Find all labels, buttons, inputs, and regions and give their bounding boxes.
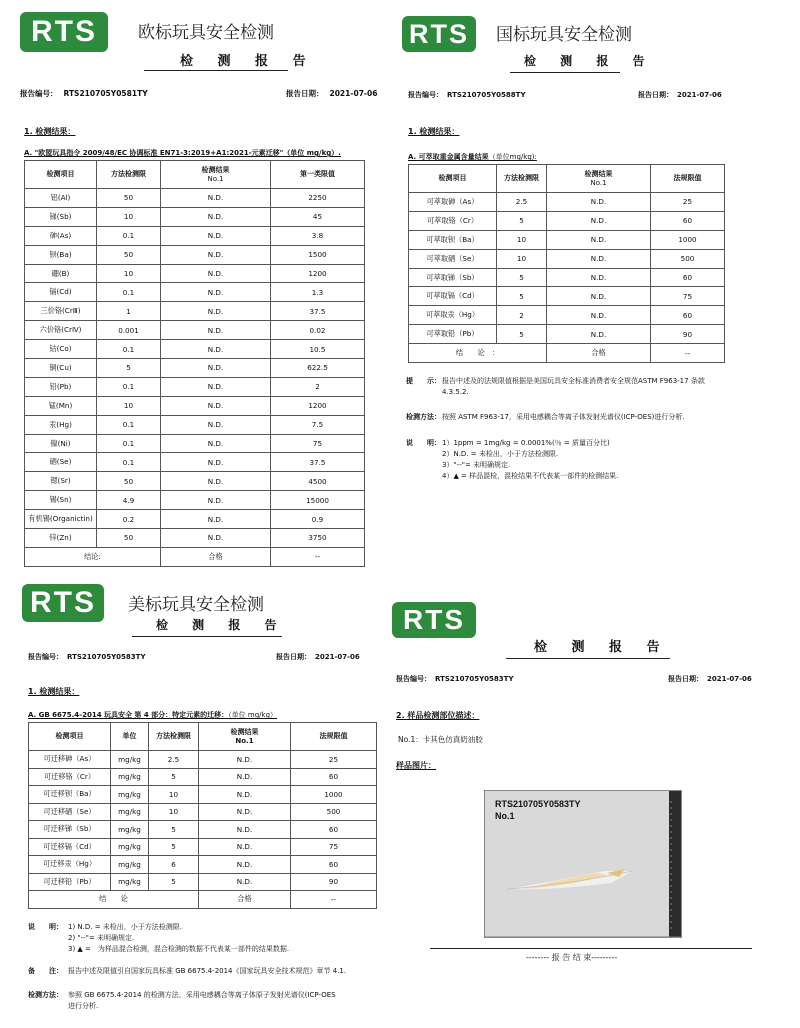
col-header-result: 检测结果 No.1 bbox=[547, 165, 651, 193]
report-heading: 检 测 报 告 bbox=[524, 54, 655, 68]
table-row bbox=[25, 189, 365, 208]
heading-underline bbox=[506, 658, 670, 659]
table-cell: 1200 bbox=[271, 264, 365, 283]
table-cell: N.D. bbox=[161, 226, 271, 245]
table-cell: 90 bbox=[291, 873, 377, 891]
col-header-unit: 单位 bbox=[111, 723, 149, 751]
report-date: 报告日期： 2021-07-06 bbox=[668, 675, 752, 683]
table-row bbox=[29, 821, 377, 839]
photo-tag-report-number: RTS210705Y0583TY bbox=[495, 799, 581, 809]
table-cell: N.D. bbox=[161, 189, 271, 208]
table-cell: 10 bbox=[149, 803, 199, 821]
table-cell: 1.3 bbox=[271, 283, 365, 302]
table-cell: 50 bbox=[97, 472, 161, 491]
table-cell: 5 bbox=[497, 211, 547, 230]
table-cell: N.D. bbox=[547, 211, 651, 230]
conclusion-row bbox=[25, 547, 365, 566]
conclusion-value: 合格 bbox=[161, 547, 271, 566]
table-row bbox=[29, 803, 377, 821]
table-cell: N.D. bbox=[199, 873, 291, 891]
table-cell: mg/kg bbox=[111, 873, 149, 891]
col-header-limit: 法规限值 bbox=[291, 723, 377, 751]
report-date: 报告日期： 2021-07-06 bbox=[276, 653, 360, 661]
table-cell: 0.1 bbox=[97, 415, 161, 434]
conclusion-value: 合格 bbox=[199, 891, 291, 909]
table-row bbox=[409, 287, 725, 306]
table-cell: 钴(Co) bbox=[25, 340, 97, 359]
us-report bbox=[14, 580, 392, 1020]
table-cell: N.D. bbox=[161, 510, 271, 529]
table-row bbox=[25, 264, 365, 283]
table-cell: 钡(Ba) bbox=[25, 245, 97, 264]
table-cell: 0.2 bbox=[97, 510, 161, 529]
table-row bbox=[25, 340, 365, 359]
table-cell: N.D. bbox=[161, 529, 271, 548]
table-cell: N.D. bbox=[199, 856, 291, 874]
conclusion-value: 合格 bbox=[547, 344, 651, 363]
table-cell: 可萃取镉（Cd） bbox=[409, 287, 497, 306]
col-header-mdl: 方法检测限 bbox=[497, 165, 547, 193]
table-cell: N.D. bbox=[199, 786, 291, 804]
table-cell: 75 bbox=[651, 287, 725, 306]
table-cell: mg/kg bbox=[111, 856, 149, 874]
table-row bbox=[25, 491, 365, 510]
table-cell: N.D. bbox=[161, 472, 271, 491]
table-row bbox=[409, 268, 725, 287]
table-cell: 有机锡(Organictin) bbox=[25, 510, 97, 529]
col-header-result: 检测结果 No.1 bbox=[161, 161, 271, 189]
report-number: 报告编号： RTS210705Y0588TY bbox=[408, 91, 526, 99]
table-cell: N.D. bbox=[547, 249, 651, 268]
logo-text: RTS bbox=[409, 18, 469, 49]
table-cell: 可迁移砷（As） bbox=[29, 751, 111, 769]
table-cell: 60 bbox=[651, 268, 725, 287]
table-cell: 可萃取砷（As） bbox=[409, 193, 497, 212]
table-cell: 2 bbox=[497, 306, 547, 325]
table-caption: A. GB 6675.4-2014 玩具安全 第 4 部分：特定元素的迁移：（单位 mg/kg） bbox=[28, 711, 278, 719]
table-cell: 1500 bbox=[271, 245, 365, 264]
table-cell: 锑(Sb) bbox=[25, 207, 97, 226]
table-cell: N.D. bbox=[161, 283, 271, 302]
sample-photo-image bbox=[485, 791, 682, 938]
table-cell: 0.02 bbox=[271, 321, 365, 340]
table-cell: N.D. bbox=[161, 377, 271, 396]
table-cell: N.D. bbox=[161, 302, 271, 321]
table-cell: 60 bbox=[291, 821, 377, 839]
table-cell: N.D. bbox=[161, 434, 271, 453]
report-title: 欧标玩具安全检测 bbox=[138, 23, 274, 43]
table-row bbox=[25, 434, 365, 453]
table-cell: 60 bbox=[651, 306, 725, 325]
section-heading: 1. 检测结果： bbox=[28, 687, 80, 696]
table-cell: N.D. bbox=[547, 193, 651, 212]
table-cell: N.D. bbox=[199, 751, 291, 769]
table-cell: 镉(Cd) bbox=[25, 283, 97, 302]
method-note: 检测方法： 参照 GB 6675.4-2014 的检测方法，采用电感耦合等离子体原子发射光谱仪(ICP-OES 进行分析. bbox=[28, 991, 336, 1010]
table-cell: 90 bbox=[651, 325, 725, 344]
table-cell: 4500 bbox=[271, 472, 365, 491]
rts-logo bbox=[402, 16, 476, 52]
table-cell: N.D. bbox=[161, 340, 271, 359]
report-heading: 检 测 报 告 bbox=[180, 54, 316, 69]
conclusion-limit: -- bbox=[271, 547, 365, 566]
table-cell: 5 bbox=[497, 268, 547, 287]
explanation-notes: 说 明： 1) N.D. = 未检出，小于方法检测限. 2) "--"= 未明确规定. 3) ▲ = 为样品混合检测，混合检测的数据不代表某一部件的结果数据. bbox=[28, 923, 290, 953]
table-caption: A. 可萃取重金属含量结果（单位mg/kg): bbox=[408, 153, 537, 161]
table-cell: 可萃取硒（Se） bbox=[409, 249, 497, 268]
table-cell: 6 bbox=[149, 856, 199, 874]
table-cell: 10 bbox=[149, 786, 199, 804]
table-cell: 10 bbox=[97, 264, 161, 283]
photo-tag-sample-id: No.1 bbox=[495, 811, 515, 821]
table-cell: 10 bbox=[497, 230, 547, 249]
table-row bbox=[25, 396, 365, 415]
table-cell: 硼(B) bbox=[25, 264, 97, 283]
table-row bbox=[25, 207, 365, 226]
table-cell: 10.5 bbox=[271, 340, 365, 359]
heading-underline bbox=[510, 72, 620, 73]
table-cell: N.D. bbox=[547, 268, 651, 287]
table-row bbox=[29, 751, 377, 769]
rts-logo bbox=[22, 584, 104, 622]
col-header-mdl: 方法检测限 bbox=[97, 161, 161, 189]
table-row bbox=[25, 472, 365, 491]
table-cell: mg/kg bbox=[111, 821, 149, 839]
table-cell: 镍(Ni) bbox=[25, 434, 97, 453]
table-cell: 0.1 bbox=[97, 453, 161, 472]
table-cell: N.D. bbox=[161, 396, 271, 415]
table-cell: 铜(Cu) bbox=[25, 359, 97, 378]
end-divider bbox=[430, 948, 752, 949]
table-cell: 25 bbox=[291, 751, 377, 769]
logo-text: RTS bbox=[30, 586, 96, 619]
table-cell: 可迁移锑（Sb） bbox=[29, 821, 111, 839]
conclusion-label: 结 论 bbox=[29, 891, 199, 909]
us-results-table bbox=[28, 722, 377, 909]
conclusion-label: 结论: bbox=[25, 547, 161, 566]
report-heading: 检 测 报 告 bbox=[534, 640, 670, 655]
table-cell: 50 bbox=[97, 189, 161, 208]
table-cell: mg/kg bbox=[111, 751, 149, 769]
table-cell: 0.1 bbox=[97, 434, 161, 453]
col-header-item: 检测项目 bbox=[25, 161, 97, 189]
table-cell: 7.5 bbox=[271, 415, 365, 434]
table-cell: 5 bbox=[149, 768, 199, 786]
table-cell: 汞(Hg) bbox=[25, 415, 97, 434]
eu-results-table bbox=[24, 160, 365, 567]
table-row bbox=[25, 321, 365, 340]
table-cell: 锌(Zn) bbox=[25, 529, 97, 548]
section-heading: 1. 检测结果： bbox=[408, 127, 460, 136]
heading-underline bbox=[144, 70, 288, 71]
table-cell: mg/kg bbox=[111, 786, 149, 804]
table-cell: 1000 bbox=[291, 786, 377, 804]
table-cell: 可迁移汞（Hg） bbox=[29, 856, 111, 874]
conclusion-limit: -- bbox=[291, 891, 377, 909]
table-cell: N.D. bbox=[161, 245, 271, 264]
table-cell: 75 bbox=[271, 434, 365, 453]
table-cell: N.D. bbox=[161, 415, 271, 434]
table-row bbox=[409, 249, 725, 268]
table-cell: N.D. bbox=[547, 230, 651, 249]
table-row bbox=[25, 359, 365, 378]
table-cell: 45 bbox=[271, 207, 365, 226]
conclusion-label: 结 论 ： bbox=[409, 344, 547, 363]
table-cell: 37.5 bbox=[271, 453, 365, 472]
table-cell: N.D. bbox=[199, 821, 291, 839]
sample-description: No.1：卡其色仿真奶油胶 bbox=[398, 735, 483, 744]
logo-text: RTS bbox=[31, 15, 97, 48]
table-cell: 4.9 bbox=[97, 491, 161, 510]
table-cell: N.D. bbox=[547, 325, 651, 344]
logo-text: RTS bbox=[403, 604, 465, 635]
table-cell: 三价铬(CrⅢ) bbox=[25, 302, 97, 321]
table-cell: 1200 bbox=[271, 396, 365, 415]
table-cell: N.D. bbox=[547, 287, 651, 306]
rts-logo bbox=[20, 12, 108, 52]
table-cell: 25 bbox=[651, 193, 725, 212]
col-header-item: 检测项目 bbox=[409, 165, 497, 193]
table-cell: 锶(Sr) bbox=[25, 472, 97, 491]
table-cell: 锰(Mn) bbox=[25, 396, 97, 415]
table-cell: 2 bbox=[271, 377, 365, 396]
cn-report bbox=[398, 8, 790, 568]
table-cell: 5 bbox=[149, 873, 199, 891]
table-cell: 可萃取钡（Ba） bbox=[409, 230, 497, 249]
table-cell: 500 bbox=[651, 249, 725, 268]
table-cell: 75 bbox=[291, 838, 377, 856]
table-cell: 5 bbox=[497, 287, 547, 306]
table-cell: 可迁移硒（Se） bbox=[29, 803, 111, 821]
cn-results-table bbox=[408, 164, 725, 363]
remark-note: 备 注： 报告中述及限值引自国家玩具标准 GB 6675.4-2014《国家玩具安全技术规范》章节 4.1. bbox=[28, 967, 347, 975]
report-number: 报告编号： RTS210705Y0581TY bbox=[20, 89, 148, 98]
hint-note: 提 示：报告中述及的法规限值根据是美国玩具安全标准消费者安全规范ASTM F963-17 条款 4.3.5.2. bbox=[406, 377, 705, 396]
table-cell: N.D. bbox=[161, 453, 271, 472]
table-cell: 2.5 bbox=[149, 751, 199, 769]
method-note: 检测方法：按照 ASTM F963-17，采用电感耦合等离子体发射光谱仪(ICP-OES)进行分析. bbox=[406, 413, 685, 421]
section-heading: 1. 检测结果： bbox=[24, 127, 76, 136]
table-cell: 5 bbox=[497, 325, 547, 344]
table-cell: 15000 bbox=[271, 491, 365, 510]
table-cell: 0.9 bbox=[271, 510, 365, 529]
table-cell: 可迁移镉（Cd） bbox=[29, 838, 111, 856]
table-cell: 0.1 bbox=[97, 377, 161, 396]
table-cell: 60 bbox=[651, 211, 725, 230]
col-header-result: 检测结果 No.1 bbox=[199, 723, 291, 751]
explanation-notes: 说 明：1）1ppm = 1mg/kg = 0.0001%(％ = 质量百分比) 2）N.D. = 未检出，小于方法检测限. 3）"--"= 未明确规定. 4）▲ = 样品混检，混检结果不代表某一部件的检测结果. bbox=[406, 439, 619, 480]
table-cell: 60 bbox=[291, 768, 377, 786]
col-header-limit: 法规限值 bbox=[651, 165, 725, 193]
table-cell: N.D. bbox=[161, 321, 271, 340]
table-cell: 0.1 bbox=[97, 283, 161, 302]
table-row bbox=[25, 529, 365, 548]
table-cell: 铝(Al) bbox=[25, 189, 97, 208]
table-cell: 0.001 bbox=[97, 321, 161, 340]
conclusion-limit: -- bbox=[651, 344, 725, 363]
table-caption: A. "欧盟玩具指令 2009/48/EC 协调标准 EN71-3:2019+A1:2021-元素迁移"（单位 mg/kg）. bbox=[24, 149, 341, 157]
table-cell: 50 bbox=[97, 529, 161, 548]
table-cell: 可迁移铅（Pb） bbox=[29, 873, 111, 891]
col-header-mdl: 方法检测限 bbox=[149, 723, 199, 751]
table-cell: 5 bbox=[149, 838, 199, 856]
table-cell: N.D. bbox=[161, 207, 271, 226]
table-cell: 10 bbox=[497, 249, 547, 268]
table-row bbox=[25, 510, 365, 529]
table-row bbox=[25, 377, 365, 396]
table-row bbox=[25, 226, 365, 245]
table-cell: 500 bbox=[291, 803, 377, 821]
section-heading: 2. 样品检测部位描述： bbox=[396, 711, 480, 720]
table-row bbox=[25, 302, 365, 321]
conclusion-row bbox=[409, 344, 725, 363]
table-row bbox=[29, 768, 377, 786]
col-header-limit: 第一类限值 bbox=[271, 161, 365, 189]
table-row bbox=[409, 325, 725, 344]
table-cell: 3750 bbox=[271, 529, 365, 548]
col-header-item: 检测项目 bbox=[29, 723, 111, 751]
conclusion-row bbox=[29, 891, 377, 909]
table-cell: 0.1 bbox=[97, 226, 161, 245]
table-cell: mg/kg bbox=[111, 768, 149, 786]
table-row bbox=[25, 245, 365, 264]
report-title: 美标玩具安全检测 bbox=[128, 595, 264, 615]
table-cell: 2250 bbox=[271, 189, 365, 208]
table-cell: N.D. bbox=[161, 491, 271, 510]
table-cell: 六价铬(CrⅣ) bbox=[25, 321, 97, 340]
report-title: 国标玩具安全检测 bbox=[496, 25, 632, 45]
table-row bbox=[29, 873, 377, 891]
table-cell: mg/kg bbox=[111, 803, 149, 821]
table-row bbox=[25, 283, 365, 302]
table-cell: 10 bbox=[97, 207, 161, 226]
table-row bbox=[409, 230, 725, 249]
table-cell: 3.8 bbox=[271, 226, 365, 245]
rts-logo bbox=[392, 602, 476, 638]
table-cell: 2.5 bbox=[497, 193, 547, 212]
table-cell: 铅(Pb) bbox=[25, 377, 97, 396]
table-cell: N.D. bbox=[547, 306, 651, 325]
report-number: 报告编号： RTS210705Y0583TY bbox=[396, 675, 514, 683]
photo-heading: 样品图片： bbox=[396, 761, 436, 770]
table-cell: N.D. bbox=[161, 264, 271, 283]
table-row bbox=[409, 211, 725, 230]
table-row bbox=[25, 453, 365, 472]
report-heading: 检 测 报 告 bbox=[156, 618, 287, 632]
table-cell: 0.1 bbox=[97, 340, 161, 359]
table-row bbox=[29, 856, 377, 874]
table-cell: 5 bbox=[149, 821, 199, 839]
report-date: 报告日期： 2021-07-06 bbox=[286, 89, 378, 98]
sample-photo bbox=[484, 790, 682, 938]
table-cell: mg/kg bbox=[111, 838, 149, 856]
table-cell: N.D. bbox=[199, 768, 291, 786]
table-cell: N.D. bbox=[199, 838, 291, 856]
table-cell: 1 bbox=[97, 302, 161, 321]
table-cell: 37.5 bbox=[271, 302, 365, 321]
table-cell: 可迁移钡（Ba） bbox=[29, 786, 111, 804]
sample-report bbox=[390, 592, 790, 1022]
table-cell: 可迁移铬（Cr） bbox=[29, 768, 111, 786]
table-cell: N.D. bbox=[199, 803, 291, 821]
table-row bbox=[409, 193, 725, 212]
table-row bbox=[409, 306, 725, 325]
table-cell: 5 bbox=[97, 359, 161, 378]
table-row bbox=[25, 415, 365, 434]
table-cell: 622.5 bbox=[271, 359, 365, 378]
table-cell: 可萃取汞（Hg） bbox=[409, 306, 497, 325]
table-cell: 可萃取锑（Sb） bbox=[409, 268, 497, 287]
table-cell: 硒(Se) bbox=[25, 453, 97, 472]
table-cell: 锡(Sn) bbox=[25, 491, 97, 510]
table-cell: 1000 bbox=[651, 230, 725, 249]
table-cell: 可萃取铬（Cr） bbox=[409, 211, 497, 230]
eu-report bbox=[14, 8, 392, 568]
table-cell: 可萃取铅（Pb） bbox=[409, 325, 497, 344]
table-cell: N.D. bbox=[161, 359, 271, 378]
table-cell: 60 bbox=[291, 856, 377, 874]
table-row bbox=[29, 838, 377, 856]
report-number: 报告编号： RTS210705Y0583TY bbox=[28, 653, 146, 661]
report-date: 报告日期： 2021-07-06 bbox=[638, 91, 722, 99]
table-row bbox=[29, 786, 377, 804]
table-cell: 50 bbox=[97, 245, 161, 264]
report-end: -------- 报 告 结 束--------- bbox=[526, 953, 618, 962]
heading-underline bbox=[132, 636, 282, 637]
table-cell: 砷(As) bbox=[25, 226, 97, 245]
table-cell: 10 bbox=[97, 396, 161, 415]
